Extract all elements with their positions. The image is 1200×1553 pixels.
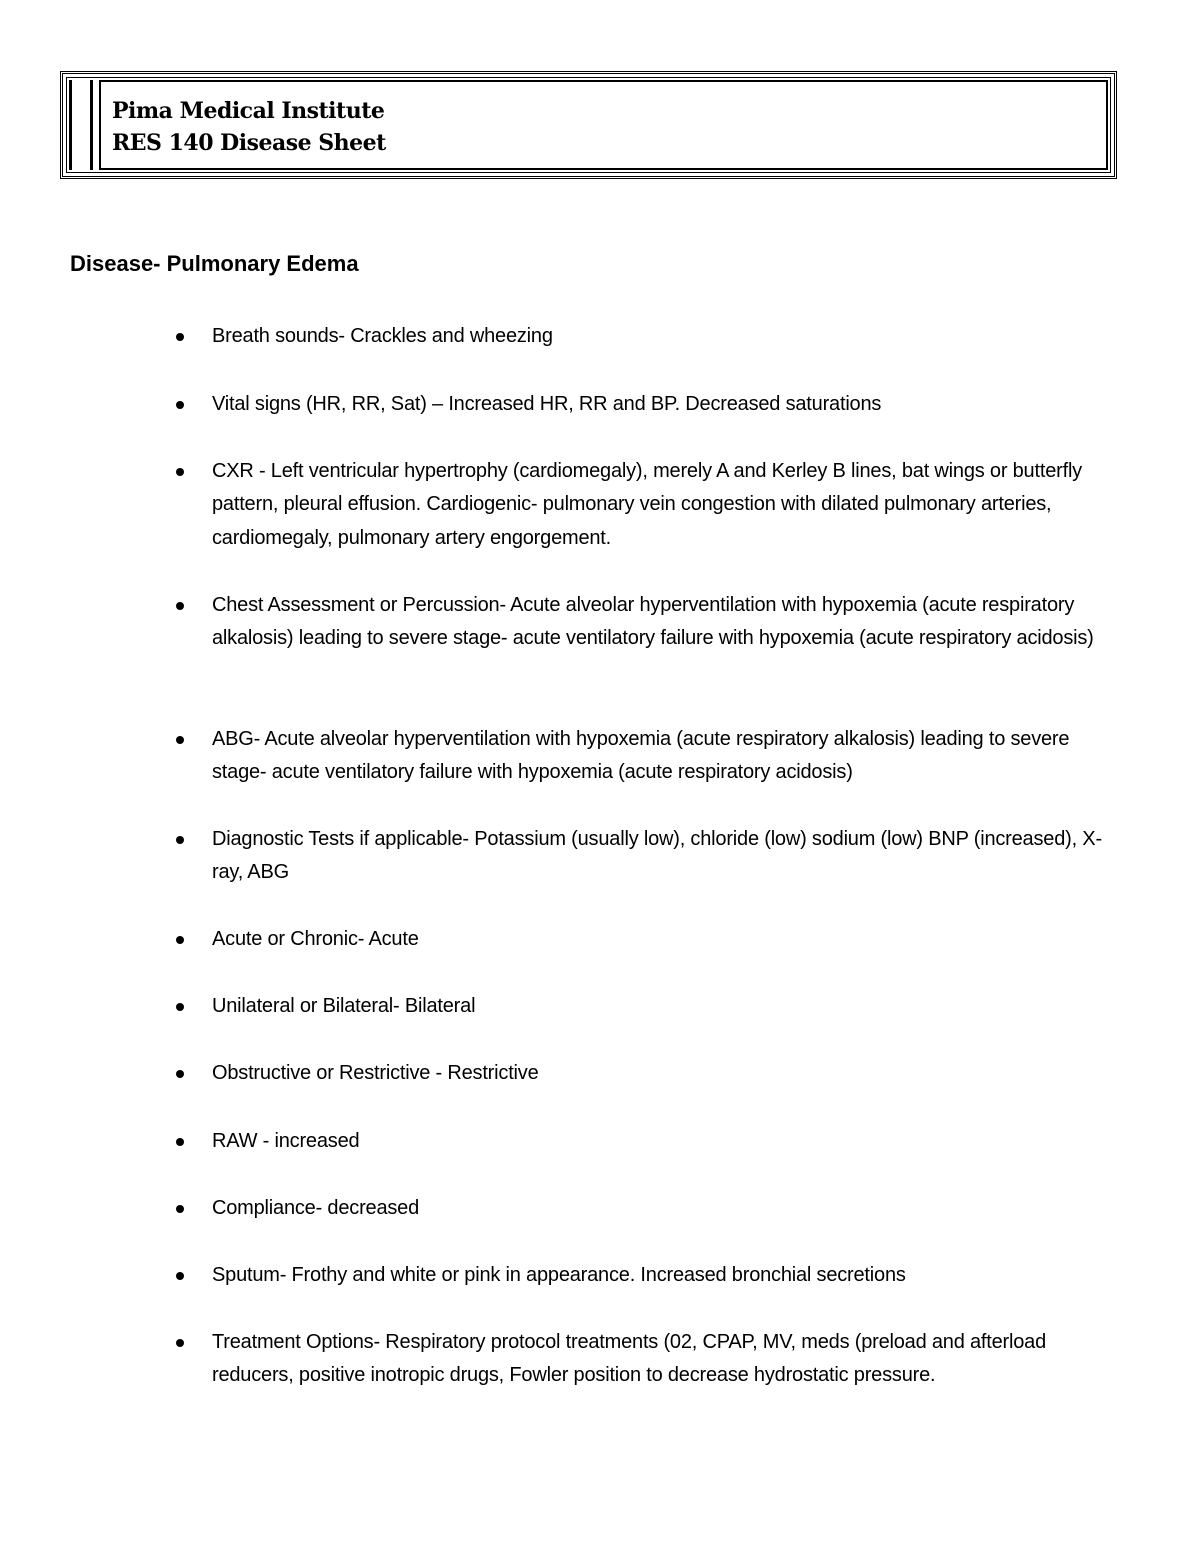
item-treatment-options: Treatment Options- Respiratory protocol treatments (02, CPAP, MV, meds (preload and afterload reducers, positive inotropic drugs, Fowler position to decrease hydrostatic pressure. [212,1326,1117,1393]
item-sputum: Sputum- Frothy and white or pink in appearance. Increased bronchial secretions [212,1259,1117,1292]
item-chest-assessment: Chest Assessment or Percussion- Acute alveolar hyperventilation with hypoxemia (acute respiratory alkalosis) leading to severe stage- acute ventilatory failure with hypoxemia (acute respiratory acidosis) [212,589,1117,656]
item-cxr: CXR - Left ventricular hypertrophy (cardiomegaly), merely A and Kerley B lines, bat wings or butterfly pattern, pleural effusion. Cardiogenic- pulmonary vein congestion with dilated pulmonary arteries, cardiomegaly, pulmonary artery engorgement. [212,455,1117,555]
item-breath-sounds: Breath sounds- Crackles and wheezing [212,320,1117,353]
item-unilateral-bilateral: Unilateral or Bilateral- Bilateral [212,990,1117,1023]
item-acute-chronic: Acute or Chronic- Acute [212,923,1117,956]
item-abg: ABG- Acute alveolar hyperventilation with hypoxemia (acute respiratory alkalosis) leading to severe stage- acute ventilatory failure with hypoxemia (acute respiratory acidosis) [212,723,1117,790]
disease-title: Disease- Pulmonary Edema [70,251,359,276]
item-raw: RAW - increased [212,1125,1117,1158]
item-vital-signs: Vital signs (HR, RR, Sat) – Increased HR, RR and BP. Decreased saturations [212,388,1117,421]
item-compliance: Compliance- decreased [212,1192,1117,1225]
sheet-title: RES 140 Disease Sheet [112,130,386,156]
item-diagnostic-tests: Diagnostic Tests if applicable- Potassium (usually low), chloride (low) sodium (low) BNP (increased), X-ray, ABG [212,823,1117,890]
item-obstructive-restrictive: Obstructive or Restrictive - Restrictive [212,1057,1117,1090]
institute-name: Pima Medical Institute [112,98,385,124]
